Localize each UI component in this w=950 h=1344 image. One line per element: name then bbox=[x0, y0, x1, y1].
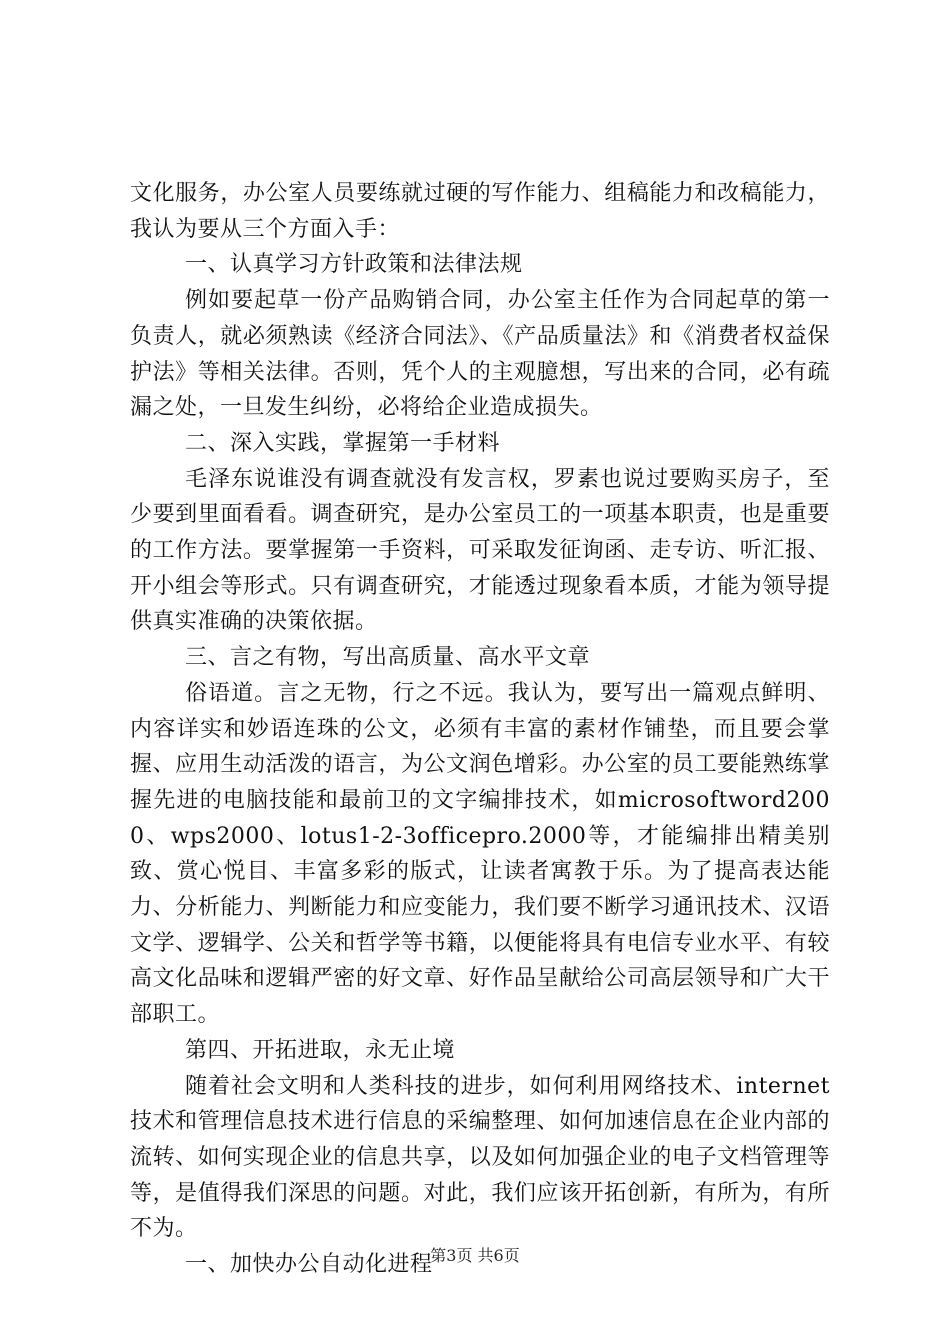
body-paragraph: 俗语道。言之无物，行之不远。我认为，要写出一篇观点鲜明、内容详实和妙语连珠的公文，必须有丰富的素材作铺垫，而且要会掌握、应用生动活泼的语言，为公文润色增彩。办公室的员工要能熟练掌握先进的电脑技能和最前卫的文字编排技术，如microsoftword2000、wps2000、lotus1-2-3officepro.2000等，才能编排出精美别致、赏心悦目、丰富多彩的版式，让读者寓教于乐。为了提高表达能力、分析能力、判断能力和应变能力，我们要不断学习通讯技术、汉语文学、逻辑学、公关和哲学等书籍，以便能将具有电信专业水平、有较高文化品味和逻辑严密的好文章、好作品呈献给公司高层领导和广大干部职工。 bbox=[130, 680, 830, 1028]
document-body bbox=[130, 176, 830, 1283]
section-heading: 二、深入实践，掌握第一手材料 bbox=[185, 430, 501, 456]
section-heading: 三、言之有物，写出高质量、高水平文章 bbox=[185, 645, 591, 671]
body-paragraph: 例如要起草一份产品购销合同，办公室主任作为合同起草的第一负责人，就必须熟读《经济合同法》、《产品质量法》和《消费者权益保护法》等相关法律。否则，凭个人的主观臆想，写出来的合同，必有疏漏之处，一旦发生纠纷，必将给企业造成损失。 bbox=[130, 288, 830, 421]
section-heading: 一、认真学习方针政策和法律法规 bbox=[185, 252, 523, 278]
body-paragraph: 毛泽东说谁没有调查就没有发言权，罗素也说过要购买房子，至少要到里面看看。调查研究，是办公室员工的一项基本职责，也是重要的工作方法。要掌握第一手资料，可采取发征询函、走专访、听汇报、开小组会等形式。只有调查研究，才能透过现象看本质，才能为领导提供真实准确的决策依据。 bbox=[130, 466, 830, 635]
body-paragraph: 文化服务，办公室人员要练就过硬的写作能力、组稿能力和改稿能力，我认为要从三个方面入手： bbox=[130, 181, 830, 242]
page-number-label: 第3页 共6页 bbox=[430, 1246, 520, 1265]
section-heading: 第四、开拓进取，永无止境 bbox=[185, 1037, 456, 1063]
section-heading: 一、加快办公自动化进程 bbox=[185, 1252, 433, 1278]
page-footer bbox=[0, 1243, 950, 1266]
body-paragraph: 随着社会文明和人类科技的进步，如何利用网络技术、internet技术和管理信息技术进行信息的采编整理、如何加速信息在企业内部的流转、如何实现企业的信息共享，以及如何加强企业的电子文档管理等等，是值得我们深思的问题。对此，我们应该开拓创新，有所为，有所不为。 bbox=[130, 1073, 830, 1242]
